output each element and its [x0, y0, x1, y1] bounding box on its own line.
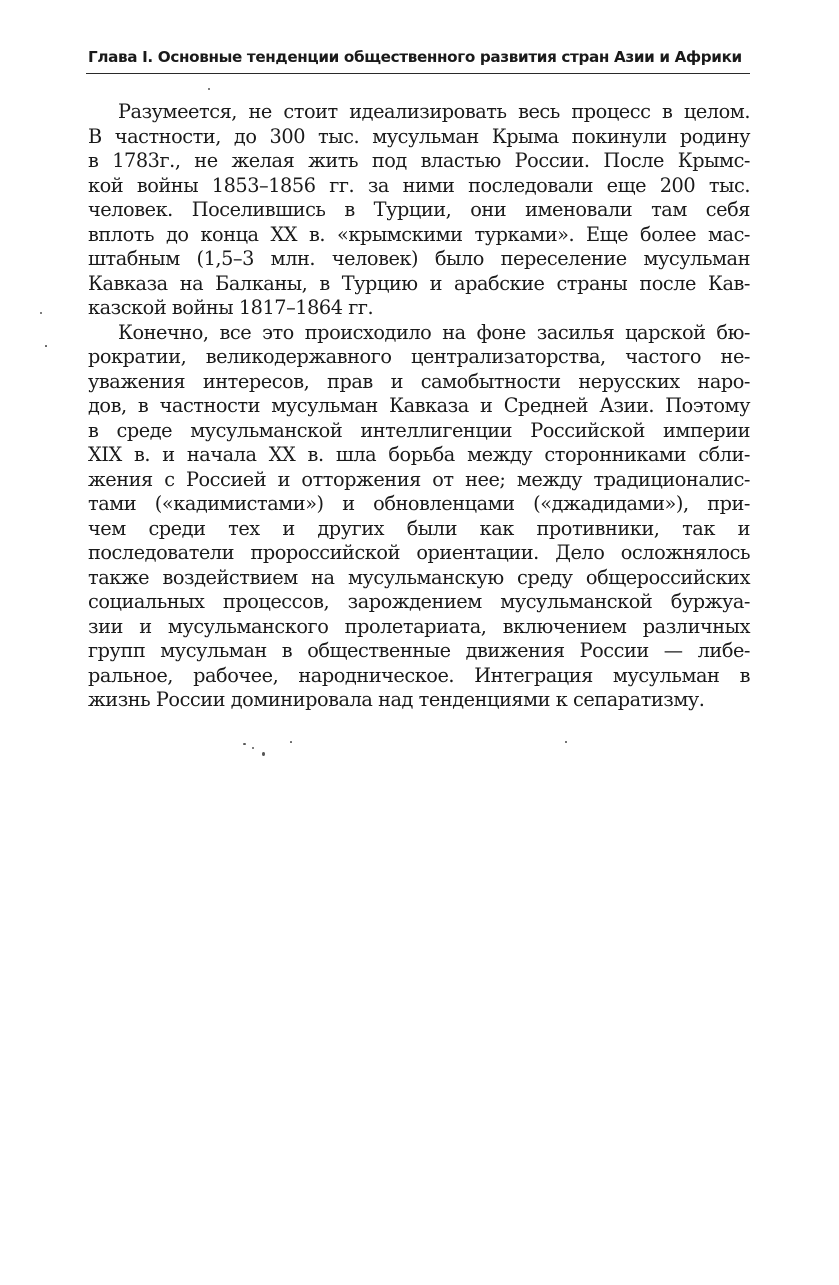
text-line: последователи пророссийской ориентации. Дело осложнялось — [88, 541, 750, 564]
scan-speck — [252, 747, 254, 749]
text-line: XIX в. и начала XX в. шла борьба между сторонниками сбли- — [88, 443, 750, 466]
text-line: в 1783г., не желая жить под властью России. После Крымс- — [88, 149, 750, 172]
header-rule — [86, 73, 750, 74]
text-line: жизнь России доминировала над тенденциями к сепаратизму. — [88, 688, 705, 711]
text-line: человек. Поселившись в Турции, они именовали там себя — [88, 198, 750, 221]
scan-speck — [40, 312, 42, 314]
text-line: групп мусульман в общественные движения России — либе- — [88, 639, 750, 662]
scan-speck — [262, 752, 265, 756]
text-line: жения с Россией и отторжения от нее; между традиционалис- — [88, 467, 750, 491]
scan-speck — [243, 743, 246, 745]
text-line: Разумеется, не стоит идеализировать весь процесс в целом. — [118, 100, 750, 123]
text-line: социальных процессов, зарождением мусульманской буржуа- — [88, 590, 750, 613]
text-line: тами («кадимистами») и обновленцами («джадидами»), при- — [88, 492, 750, 515]
text-line: дов, в частности мусульман Кавказа и Средней Азии. Поэтому — [88, 394, 750, 417]
text-line: Кавказа на Балканы, в Турцию и арабские страны после Кав- — [88, 271, 750, 295]
text-line: кой войны 1853–1856 гг. за ними последовали еще 200 тыс. — [88, 173, 750, 197]
text-line: штабным (1,5–3 млн. человек) было переселение мусульман — [88, 247, 750, 270]
text-line: Конечно, все это происходило на фоне засилья царской бю- — [118, 320, 750, 344]
paragraph-2 — [88, 321, 750, 713]
text-line: ральное, рабочее, народническое. Интеграция мусульман в — [88, 663, 750, 687]
scan-speck — [290, 741, 292, 743]
text-line: чем среди тех и других были как противники, так и — [88, 516, 750, 540]
scan-speck — [565, 741, 567, 743]
text-line: уважения интересов, прав и самобытности нерусских наро- — [88, 369, 750, 393]
scan-speck — [208, 88, 210, 90]
text-line: также воздействием на мусульманскую среду общероссийских — [88, 565, 750, 589]
text-line: в среде мусульманской интеллигенции Российской империи — [88, 418, 750, 442]
text-line: зии и мусульманского пролетариата, включением различных — [88, 614, 750, 638]
body-text — [88, 100, 750, 713]
text-line: В частности, до 300 тыс. мусульман Крыма покинули родину — [88, 124, 750, 148]
text-line: вплоть до конца XX в. «крымскими турками». Еще более мас- — [88, 222, 750, 246]
paragraph-1 — [88, 100, 750, 321]
text-line: казской войны 1817–1864 гг. — [88, 296, 374, 319]
text-line: рократии, великодержавного централизаторства, частого не- — [88, 345, 750, 368]
running-header: Глава I. Основные тенденции общественного развития стран Азии и Африки — [88, 48, 742, 66]
scan-speck — [45, 345, 47, 347]
